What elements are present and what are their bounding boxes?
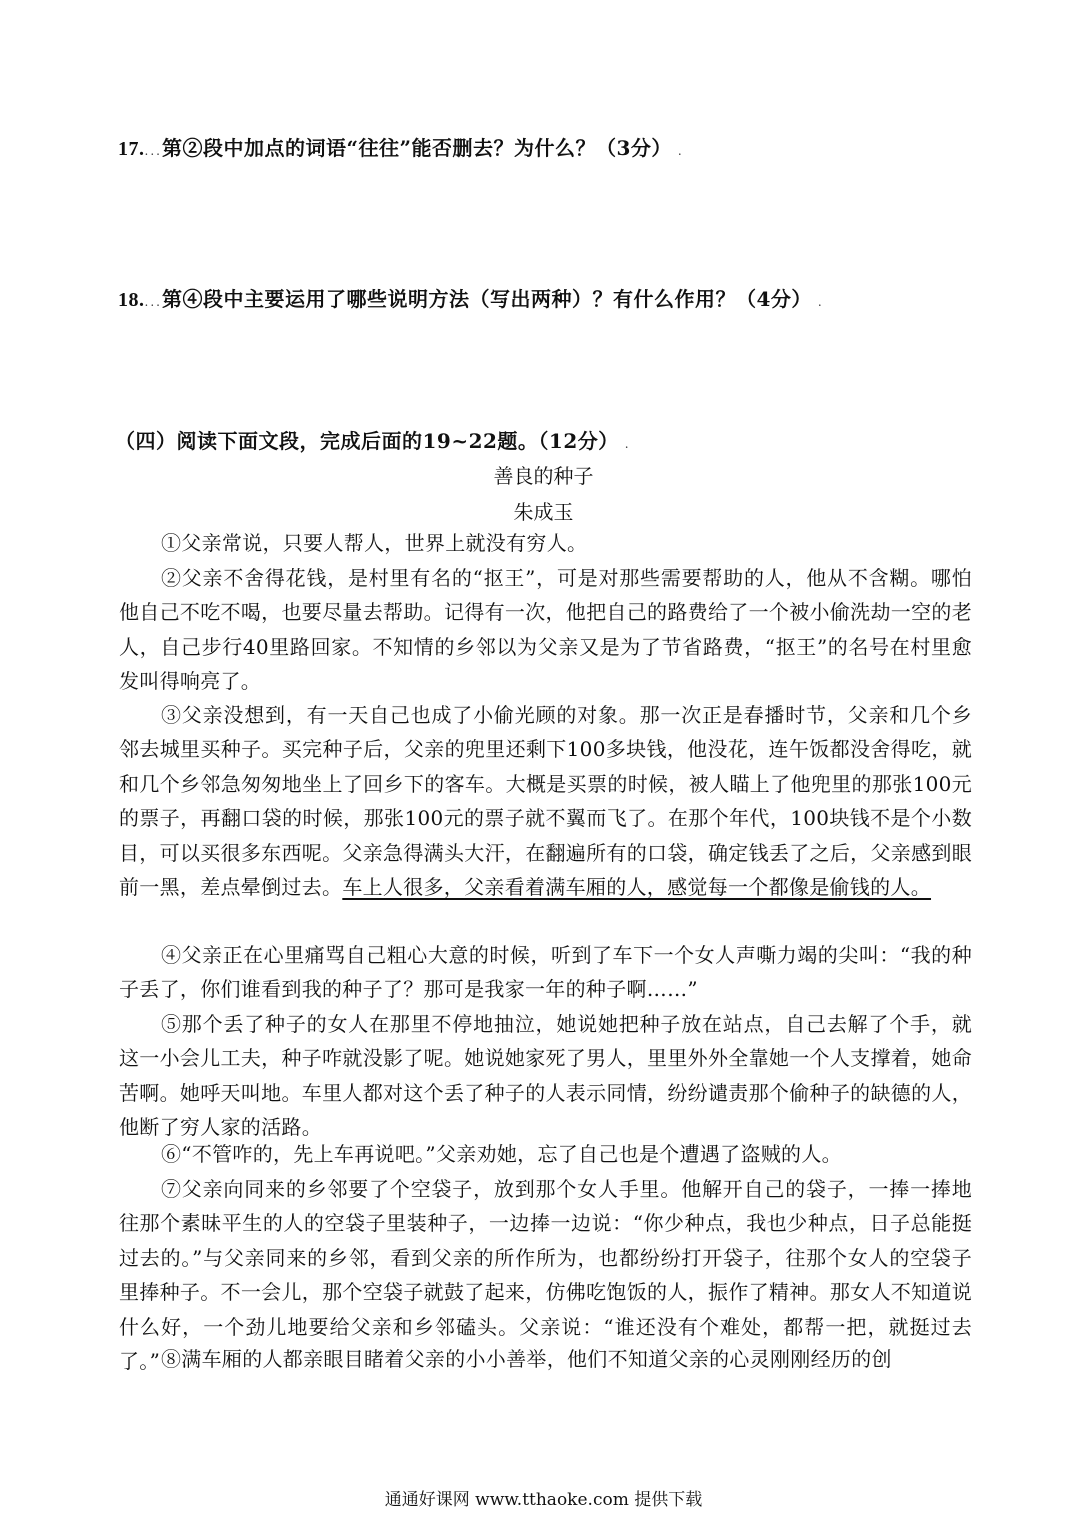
article-paragraph-4: ④父亲正在心里痛骂自己粗心大意的时候，听到了车下一个女人声嘶力竭的尖叫：“我的种子丢了，你们谁看到我的种子了？那可是我家一年的种子啊……”	[119, 943, 972, 1002]
question-number: 18.	[118, 289, 145, 311]
article-paragraph-3	[119, 698, 972, 904]
article-author: 朱成玉	[513, 500, 574, 524]
question-mark: .	[677, 144, 683, 158]
section-mark: .	[624, 437, 630, 451]
question-dots: ...	[144, 295, 162, 309]
article-paragraph-1: ①父亲常说，只要人帮人，世界上就没有穷人。	[161, 531, 588, 555]
question-mark: .	[817, 295, 823, 309]
underlined-sentence: 车上人很多，父亲看着满车厢的人，感觉每一个都像是偷钱的人。	[342, 875, 932, 900]
question-text: 第②段中加点的词语“往往”能否删去？为什么？（3分）	[161, 136, 672, 160]
paragraph-3-text: ③父亲没想到，有一天自己也成了小偷光顾的对象。那一次正是春播时节，父亲和几个乡邻去城里买种子。买完种子后，父亲的兜里还剩下100多块钱，他没花，连午饭都没舍得吃，就和几个乡邻急匆匆地坐上了回乡下的客车。大概是买票的时候，被人瞄上了他兜里的那张100元的票子，再翻口袋的时候，那张100元的票子就不翼而飞了。在那个年代，100块钱不是个小数目，可以买很多东西呢。父亲急得满头大汗，在翻遍所有的口袋，确定钱丢了之后，父亲感到眼前一黑，差点晕倒过去。	[119, 703, 972, 900]
question-number: 17.	[118, 138, 145, 160]
question-18	[118, 283, 822, 312]
question-text: 第④段中主要运用了哪些说明方法（写出两种）？有什么作用？（4分）	[161, 287, 812, 311]
article-paragraph-6: ⑥“不管咋的，先上车再说吧。”父亲劝她，忘了自己也是个遭遇了盗贼的人。	[161, 1142, 842, 1166]
article-title: 善良的种子	[493, 464, 594, 488]
article-paragraph-5: ⑤那个丢了种子的女人在那里不停地抽泣，她说她把种子放在站点，自己去解了个手，就这一小会儿工夫，种子咋就没影了呢。她说她家死了男人，里里外外全靠她一个人支撑着，她命苦啊。她呼天叫地。车里人都对这个丢了种子的人表示同情，纷纷谴责那个偷种子的缺德的人，他断了穷人家的活路。	[119, 1012, 972, 1140]
page-footer: 通通好课网 www.tthaoke.com 提供下载	[384, 1490, 703, 1510]
article-paragraph-8: ⑧满车厢的人都亲眼目睹着父亲的小小善举，他们不知道父亲的心灵刚刚经历的创	[161, 1347, 892, 1371]
article-paragraph-7: ⑦父亲向同来的乡邻要了个空袋子，放到那个女人手里。他解开自己的袋子，一捧一捧地往那个素昧平生的人的空袋子里装种子，一边捧一边说：“你少种点，我也少种点，日子总能挺过去的。”与父亲同来的乡邻，看到父亲的所作所为，也都纷纷打开袋子，往那个女人的空袋子里捧种子。不一会儿，那个空袋子就鼓了起来，仿佛吃饱饭的人，振作了精神。那女人不知道说什么好，一个劲儿地要给父亲和乡邻磕头。父亲说：“谁还没有个难处，都帮一把，就挺过去了。”	[119, 1177, 972, 1374]
article-paragraph-2: ②父亲不舍得花钱，是村里有名的“抠王”，可是对那些需要帮助的人，他从不含糊。哪怕他自己不吃不喝，也要尽量去帮助。记得有一次，他把自己的路费给了一个被小偷洗劫一空的老人，自己步行40里路回家。不知情的乡邻以为父亲又是为了节省路费，“抠王”的名号在村里愈发叫得响亮了。	[119, 566, 972, 694]
question-dots: ...	[144, 144, 162, 158]
section-heading	[115, 425, 629, 454]
question-17	[118, 132, 682, 161]
section-heading-text: （四）阅读下面文段，完成后面的19~22题。（12分）	[115, 429, 619, 453]
